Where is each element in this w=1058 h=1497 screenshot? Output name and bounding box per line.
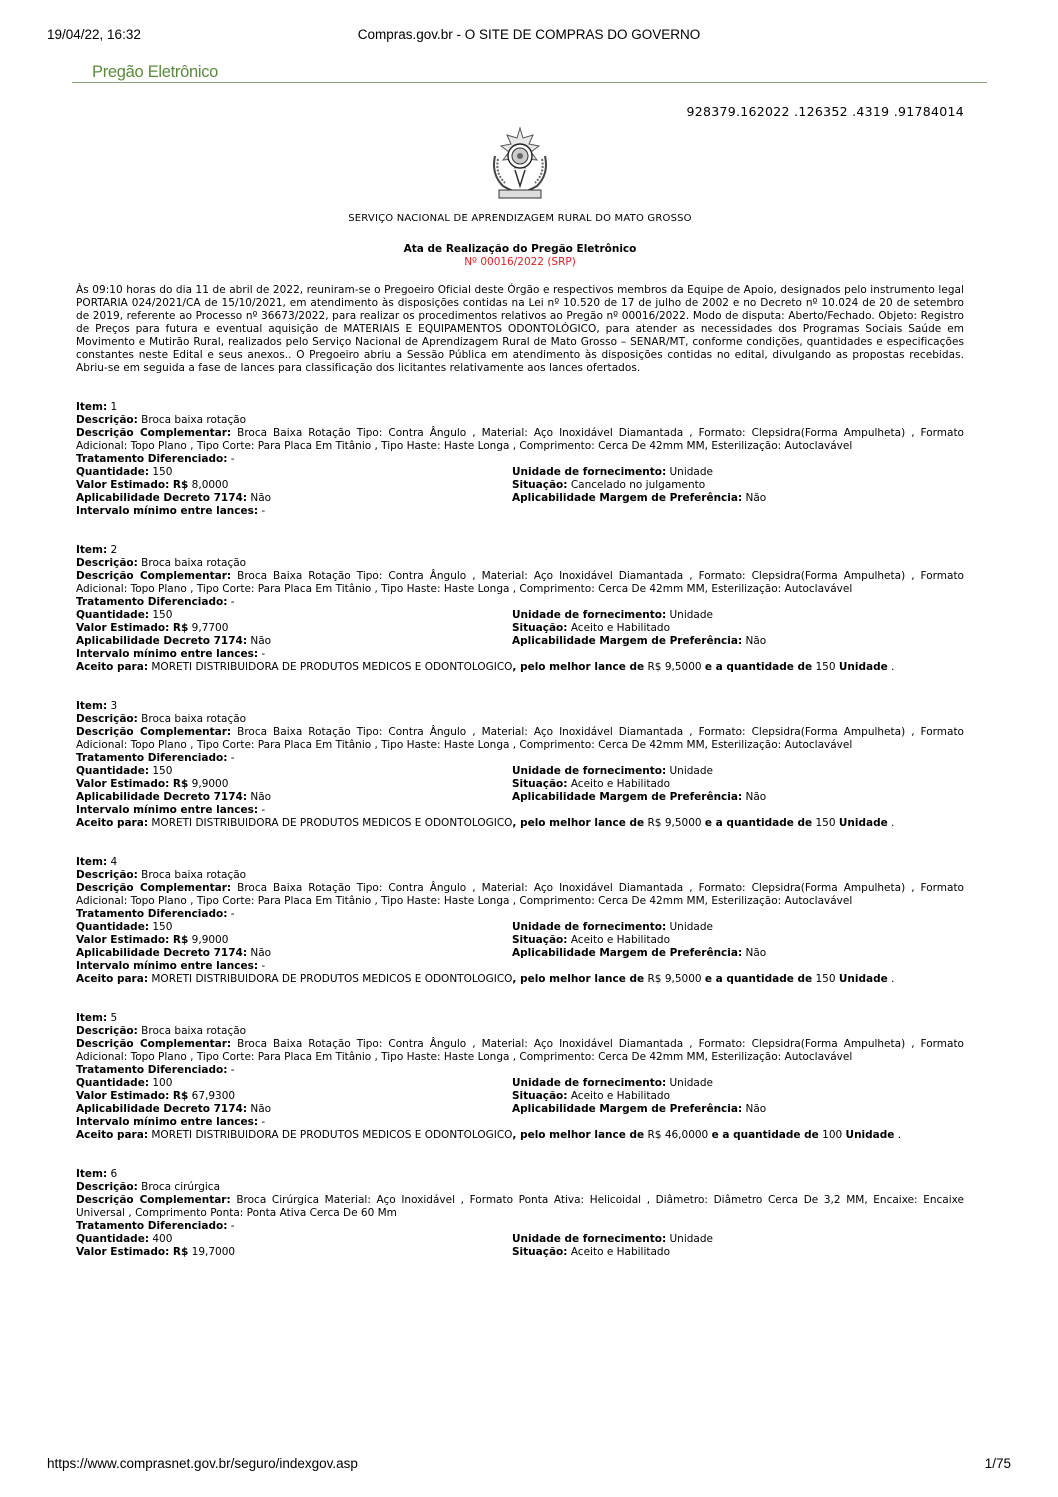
item-number-label: Item: [76,1168,108,1180]
item-intervalo-value: - [261,505,266,517]
print-title: Compras.gov.br - O SITE DE COMPRAS DO GOVERNO [357,27,701,42]
item-block [76,1012,964,1142]
item-quantidade-label: Quantidade: [76,765,150,777]
item-valor-value: 67,9300 [191,1090,236,1102]
aceito-unidade: Unidade [845,1129,895,1141]
print-header [0,27,1058,43]
item-number-value: 4 [110,856,118,868]
aceito-qtd: 150 [815,817,836,829]
item-situacao-value: Aceito e Habilitado [570,934,671,946]
item-valor-label: Valor Estimado: R$ [76,622,189,634]
item-block [76,1168,964,1259]
item-number-label: Item: [76,544,108,556]
item-tratamento-value: - [230,453,235,465]
aceito-qtd: 150 [815,973,836,985]
aceito-unidade: Unidade [838,661,888,673]
item-decreto-value: Não [250,791,272,803]
item-quantidade-label: Quantidade: [76,1233,150,1245]
item-margem-label: Aplicabilidade Margem de Preferência: [512,1103,743,1115]
item-margem-value: Não [745,635,767,647]
item-intervalo-value: - [261,804,266,816]
quantidade-de-label: e a quantidade de [704,817,813,829]
item-unidade-value: Unidade [669,466,713,478]
item-descricao-label: Descrição: [76,1025,138,1037]
print-url: https://www.comprasnet.gov.br/seguro/indexgov.asp [47,1456,358,1471]
item-unidade-label: Unidade de fornecimento: [512,765,667,777]
aceito-empresa: MORETI DISTRIBUIDORA DE PRODUTOS MEDICOS E ODONTOLOGICO [151,973,513,985]
item-decreto-value: Não [250,947,272,959]
item-block [76,401,964,518]
intro-paragraph: Às 09:10 horas do dia 11 de abril de 2022, reuniram-se o Pregoeiro Oficial deste Órgão e respectivos membros da Equipe de Apoio, designados pelo instrumento legal PORTARIA 024/2021/CA de 15/10/2021, em atendimento às disposições contidas na Lei nº 10.520 de 17 de julho de 2002 e no Decreto nº 10.024 de 20 de setembro de 2019, referente ao Processo nº 36673/2022, para realizar os procedimentos relativos ao Pregão nº 00016/2022. Modo de disputa: Aberto/Fechado. Objeto: Registro de Preços para futura e eventual aquisição de MATERIAIS E EQUIPAMENTOS ODONTOLÓGICO, para atender as necessidades dos Programas Sociais Saúde em Movimento e Mutirão Rural, realizados pelo Serviço Nacional de Aprendizagem Rural de Mato Grosso – SENAR/MT, conforme condições, quantidades e especificações constantes neste Edital e seus anexos.. O Pregoeiro abriu a Sessão Pública em atendimento às disposições contidas no edital, divulgando as propostas recebidas. Abriu-se em seguida a fase de lances para classificação dos licitantes relativamente aos lances ofertados. [76,284,964,374]
melhor-lance-label: , pelo melhor lance de [512,817,645,829]
item-valor-value: 8,0000 [191,479,229,491]
aceito-lance: R$ 9,5000 [647,661,702,673]
item-number-label: Item: [76,1012,108,1024]
item-desc-comp-label: Descrição Complementar: [76,570,232,582]
aceito-lance: R$ 46,0000 [647,1129,709,1141]
item-decreto-label: Aplicabilidade Decreto 7174: [76,947,248,959]
item-desc-comp-label: Descrição Complementar: [76,726,232,738]
item-block [76,544,964,674]
quantidade-de-label: e a quantidade de [704,973,813,985]
aceito-lance: R$ 9,5000 [647,973,702,985]
item-tratamento-label: Tratamento Diferenciado: [76,453,228,465]
item-desc-comp-label: Descrição Complementar: [76,1038,232,1050]
item-valor-label: Valor Estimado: R$ [76,778,189,790]
aceito-qtd: 150 [815,661,836,673]
item-situacao-label: Situação: [512,622,568,634]
item-number-value: 5 [110,1012,118,1024]
item-margem-label: Aplicabilidade Margem de Preferência: [512,947,743,959]
item-quantidade-label: Quantidade: [76,609,150,621]
item-number-value: 6 [110,1168,118,1180]
item-unidade-label: Unidade de fornecimento: [512,466,667,478]
item-margem-label: Aplicabilidade Margem de Preferência: [512,791,743,803]
aceito-label: Aceito para: [76,973,149,985]
aceito-lance: R$ 9,5000 [647,817,702,829]
document-body [76,105,964,1259]
item-valor-label: Valor Estimado: R$ [76,479,189,491]
item-desc-comp-value: Broca Baixa Rotação Tipo: Contra Ângulo , Material: Aço Inoxidável Diamantada , Formato: Clepsidra(Forma Ampulheta) , Formato Adicional: Topo Plano , Tipo Corte: Para Placa Em Titânio , Tipo Haste: Haste Longa , Comprimento: Cerca De 42mm MM, Esterilização: Autoclavável [76,726,964,751]
item-intervalo-label: Intervalo mínimo entre lances: [76,505,259,517]
item-desc-comp-value: Broca Baixa Rotação Tipo: Contra Ângulo , Material: Aço Inoxidável Diamantada , Formato: Clepsidra(Forma Ampulheta) , Formato Adicional: Topo Plano , Tipo Corte: Para Placa Em Titânio , Tipo Haste: Haste Longa , Comprimento: Cerca De 42mm MM, Esterilização: Autoclavável [76,570,964,595]
item-number-value: 2 [110,544,118,556]
aceito-empresa: MORETI DISTRIBUIDORA DE PRODUTOS MEDICOS E ODONTOLOGICO [151,661,513,673]
item-unidade-label: Unidade de fornecimento: [512,609,667,621]
item-tratamento-label: Tratamento Diferenciado: [76,908,228,920]
item-tratamento-value: - [230,1220,235,1232]
item-situacao-label: Situação: [512,1090,568,1102]
item-number-value: 1 [110,401,118,413]
item-valor-label: Valor Estimado: R$ [76,1090,189,1102]
melhor-lance-label: , pelo melhor lance de [512,1129,645,1141]
item-situacao-value: Aceito e Habilitado [570,778,671,790]
item-number-label: Item: [76,700,108,712]
item-valor-label: Valor Estimado: R$ [76,1246,189,1258]
item-tratamento-value: - [230,1064,235,1076]
aceito-empresa: MORETI DISTRIBUIDORA DE PRODUTOS MEDICOS E ODONTOLOGICO [151,817,513,829]
item-desc-comp-value: Broca Baixa Rotação Tipo: Contra Ângulo , Material: Aço Inoxidável Diamantada , Formato: Clepsidra(Forma Ampulheta) , Formato Adicional: Topo Plano , Tipo Corte: Para Placa Em Titânio , Tipo Haste: Haste Longa , Comprimento: Cerca De 42mm MM, Esterilização: Autoclavável [76,427,964,452]
item-decreto-label: Aplicabilidade Decreto 7174: [76,492,248,504]
item-margem-label: Aplicabilidade Margem de Preferência: [512,635,743,647]
item-valor-value: 9,9000 [191,778,229,790]
item-quantidade-label: Quantidade: [76,466,150,478]
item-desc-comp-label: Descrição Complementar: [76,427,232,439]
item-unidade-value: Unidade [669,765,713,777]
page-number: 1/75 [984,1456,1011,1471]
ata-title: Ata de Realização do Pregão Eletrônico [403,243,637,255]
item-descricao-label: Descrição: [76,1181,138,1193]
item-descricao-value: Broca baixa rotação [141,557,247,569]
item-unidade-label: Unidade de fornecimento: [512,921,667,933]
item-situacao-label: Situação: [512,479,568,491]
item-intervalo-label: Intervalo mínimo entre lances: [76,648,259,660]
item-descricao-label: Descrição: [76,869,138,881]
item-aceito: Aceito para: MORETI DISTRIBUIDORA DE PRODUTOS MEDICOS E ODONTOLOGICO, pelo melhor lance de R$ 46,0000 e a quantidade de 100 Unidade . [76,1129,902,1141]
item-decreto-value: Não [250,1103,272,1115]
item-margem-label: Aplicabilidade Margem de Preferência: [512,492,743,504]
item-desc-comp-label: Descrição Complementar: [76,882,232,894]
item-valor-value: 9,7700 [191,622,229,634]
item-unidade-label: Unidade de fornecimento: [512,1233,667,1245]
item-descricao-value: Broca baixa rotação [141,414,247,426]
aceito-label: Aceito para: [76,817,149,829]
item-quantidade-value: 150 [152,466,173,478]
item-tratamento-label: Tratamento Diferenciado: [76,1220,228,1232]
melhor-lance-label: , pelo melhor lance de [512,973,645,985]
item-block [76,700,964,830]
item-descricao-value: Broca baixa rotação [141,869,247,881]
aceito-label: Aceito para: [76,661,149,673]
item-unidade-value: Unidade [669,1077,713,1089]
item-margem-value: Não [745,492,767,504]
item-desc-comp-value: Broca Baixa Rotação Tipo: Contra Ângulo , Material: Aço Inoxidável Diamantada , Formato: Clepsidra(Forma Ampulheta) , Formato Adicional: Topo Plano , Tipo Corte: Para Placa Em Titânio , Tipo Haste: Haste Longa , Comprimento: Cerca De 42mm MM, Esterilização: Autoclavável [76,882,964,907]
item-situacao-value: Aceito e Habilitado [570,1246,671,1258]
aceito-empresa: MORETI DISTRIBUIDORA DE PRODUTOS MEDICOS E ODONTOLOGICO [151,1129,513,1141]
melhor-lance-label: , pelo melhor lance de [512,661,645,673]
ata-number: Nº 00016/2022 (SRP) [464,256,576,268]
item-block [76,856,964,986]
item-quantidade-value: 150 [152,921,173,933]
item-number-value: 3 [110,700,118,712]
aceito-unidade: Unidade [838,973,888,985]
item-tratamento-value: - [230,908,235,920]
item-quantidade-value: 400 [152,1233,173,1245]
item-intervalo-value: - [261,960,266,972]
item-intervalo-label: Intervalo mínimo entre lances: [76,1116,259,1128]
item-aceito: Aceito para: MORETI DISTRIBUIDORA DE PRODUTOS MEDICOS E ODONTOLOGICO, pelo melhor lance de R$ 9,5000 e a quantidade de 150 Unidade . [76,817,895,829]
item-tratamento-label: Tratamento Diferenciado: [76,1064,228,1076]
item-unidade-label: Unidade de fornecimento: [512,1077,667,1089]
items-list [76,401,964,1259]
item-unidade-value: Unidade [669,609,713,621]
aceito-qtd: 100 [822,1129,843,1141]
item-unidade-value: Unidade [669,921,713,933]
item-descricao-value: Broca baixa rotação [141,1025,247,1037]
item-margem-value: Não [745,791,767,803]
item-tratamento-value: - [230,596,235,608]
print-datetime: 19/04/22, 16:32 [47,27,141,42]
item-descricao-label: Descrição: [76,713,138,725]
item-intervalo-value: - [261,648,266,660]
item-desc-comp-value: Broca Baixa Rotação Tipo: Contra Ângulo , Material: Aço Inoxidável Diamantada , Formato: Clepsidra(Forma Ampulheta) , Formato Adicional: Topo Plano , Tipo Corte: Para Placa Em Titânio , Tipo Haste: Haste Longa , Comprimento: Cerca De 42mm MM, Esterilização: Autoclavável [76,1038,964,1063]
item-tratamento-label: Tratamento Diferenciado: [76,752,228,764]
item-margem-value: Não [745,1103,767,1115]
item-margem-value: Não [745,947,767,959]
item-tratamento-value: - [230,752,235,764]
item-intervalo-label: Intervalo mínimo entre lances: [76,960,259,972]
item-valor-value: 9,9000 [191,934,229,946]
item-descricao-value: Broca cirúrgica [141,1181,220,1193]
item-descricao-value: Broca baixa rotação [141,713,247,725]
item-situacao-label: Situação: [512,1246,568,1258]
banner-title: Pregão Eletrônico [92,63,219,81]
item-quantidade-value: 100 [152,1077,173,1089]
item-decreto-value: Não [250,492,272,504]
organization-name: SERVIÇO NACIONAL DE APRENDIZAGEM RURAL DO MATO GROSSO [348,213,692,224]
item-unidade-value: Unidade [669,1233,713,1245]
aceito-unidade: Unidade [838,817,888,829]
item-aceito: Aceito para: MORETI DISTRIBUIDORA DE PRODUTOS MEDICOS E ODONTOLOGICO, pelo melhor lance de R$ 9,5000 e a quantidade de 150 Unidade . [76,973,895,985]
page-banner [72,62,987,83]
item-decreto-value: Não [250,635,272,647]
quantidade-de-label: e a quantidade de [711,1129,819,1141]
item-situacao-value: Aceito e Habilitado [570,1090,671,1102]
item-decreto-label: Aplicabilidade Decreto 7174: [76,1103,248,1115]
item-quantidade-label: Quantidade: [76,921,150,933]
item-number-label: Item: [76,856,108,868]
item-quantidade-label: Quantidade: [76,1077,150,1089]
item-descricao-label: Descrição: [76,414,138,426]
item-situacao-label: Situação: [512,934,568,946]
item-valor-value: 19,7000 [191,1246,236,1258]
item-aceito: Aceito para: MORETI DISTRIBUIDORA DE PRODUTOS MEDICOS E ODONTOLOGICO, pelo melhor lance de R$ 9,5000 e a quantidade de 150 Unidade . [76,661,895,673]
item-quantidade-value: 150 [152,765,173,777]
document-code: 928379.162022 .126352 .4319 .91784014 [686,104,964,119]
item-situacao-value: Aceito e Habilitado [570,622,671,634]
aceito-label: Aceito para: [76,1129,149,1141]
item-valor-label: Valor Estimado: R$ [76,934,189,946]
item-intervalo-label: Intervalo mínimo entre lances: [76,804,259,816]
item-quantidade-value: 150 [152,609,173,621]
item-descricao-label: Descrição: [76,557,138,569]
coat-of-arms-icon [485,126,555,202]
item-desc-comp-label: Descrição Complementar: [76,1194,231,1206]
item-number-label: Item: [76,401,108,413]
item-desc-comp-value: Broca Cirúrgica Material: Aço Inoxidável , Formato Ponta Ativa: Helicoidal , Diâmetro: Diâmetro Cerca De 3,2 MM, Encaixe: Encaixe Universal , Comprimento Ponta: Ponta Ativa Cerca De 60 Mm [76,1194,964,1219]
item-decreto-label: Aplicabilidade Decreto 7174: [76,791,248,803]
item-situacao-value: Cancelado no julgamento [570,479,706,491]
item-tratamento-label: Tratamento Diferenciado: [76,596,228,608]
item-decreto-label: Aplicabilidade Decreto 7174: [76,635,248,647]
quantidade-de-label: e a quantidade de [704,661,813,673]
item-situacao-label: Situação: [512,778,568,790]
item-intervalo-value: - [261,1116,266,1128]
